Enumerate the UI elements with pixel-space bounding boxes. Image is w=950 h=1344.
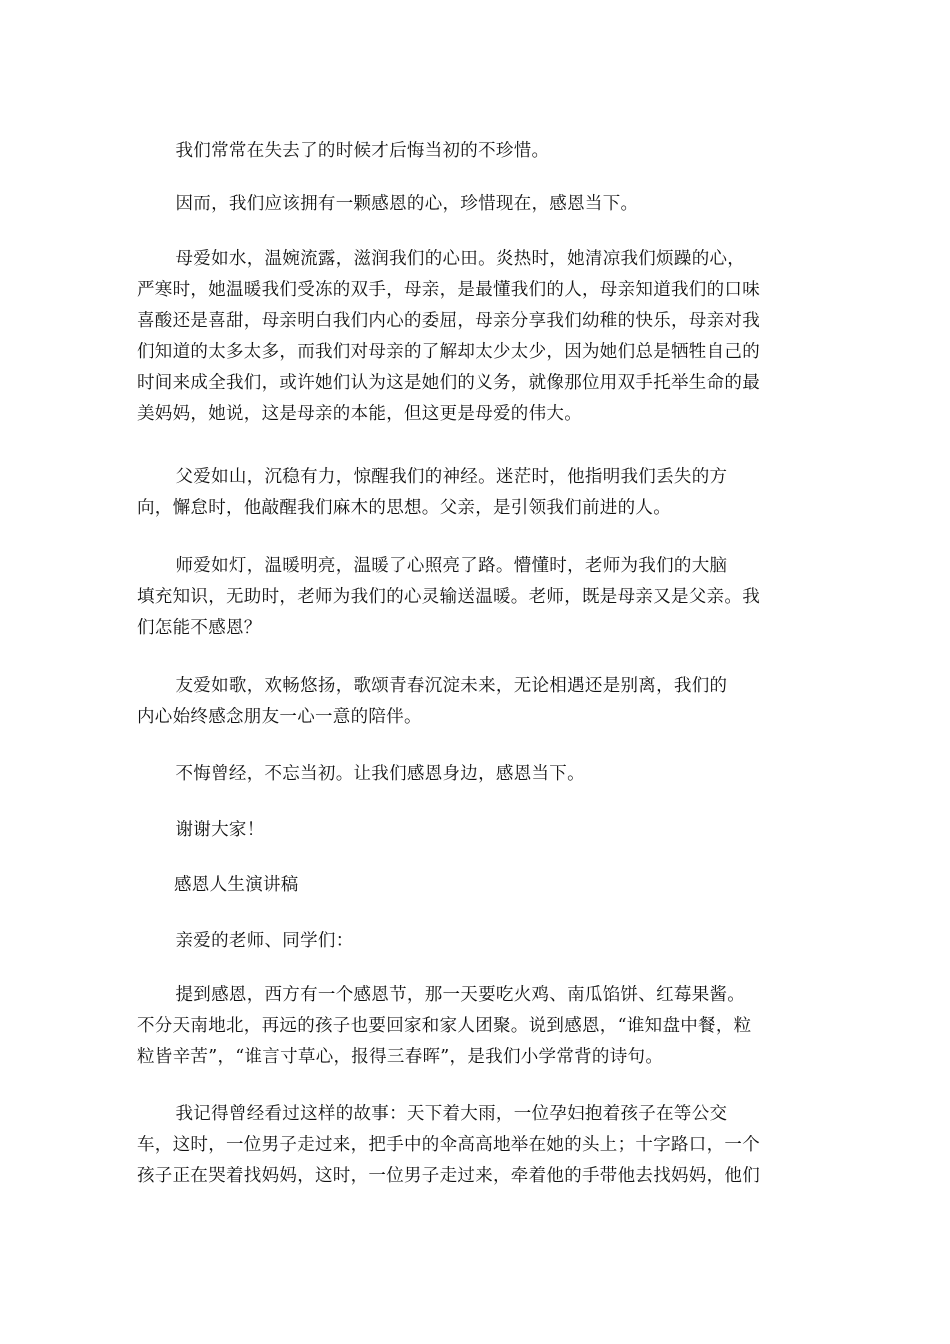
text-line: 不悔曾经，不忘当初。让我们感恩身边，感恩当下。: [175, 764, 585, 784]
text-line: 美妈妈，她说，这是母亲的本能，但这更是母爱的伟大。: [137, 404, 582, 424]
text-line: 亲爱的老师、同学们：: [175, 931, 354, 951]
text-line: 们知道的太多太多，而我们对母亲的了解却太少太少，因为她们总是牺牲自己的: [137, 342, 760, 362]
text-line: 因而，我们应该拥有一颗感恩的心，珍惜现在，感恩当下。: [175, 194, 639, 214]
text-line: 车，这时，一位男子走过来，把手中的伞高高地举在她的头上；十字路口，一个: [137, 1135, 760, 1155]
speech-title: 感恩人生演讲稿: [174, 875, 299, 895]
text-line: 母爱如水，温婉流露，滋润我们的心田。炎热时，她清凉我们烦躁的心，: [175, 249, 746, 269]
text-line: 时间来成全我们，或许她们认为这是她们的义务，就像那位用双手托举生命的最: [137, 373, 760, 393]
paragraph-2: [137, 189, 817, 220]
text-line: 填充知识，无助时，老师为我们的心灵输送温暖。老师，既是母亲又是父亲。我: [137, 587, 760, 607]
text-line: 我们常常在失去了的时候才后悔当初的不珍惜。: [175, 141, 550, 161]
text-line: 向，懈怠时，他敲醒我们麻木的思想。父亲，是引领我们前进的人。: [137, 498, 671, 518]
text-line: 师爱如灯，温暖明亮，温暖了心照亮了路。懵懂时，老师为我们的大脑: [175, 556, 728, 576]
paragraph-thanks: [137, 815, 817, 846]
text-line: 友爱如歌，欢畅悠扬，歌颂青春沉淀未来，无论相遇还是别离，我们的: [175, 676, 728, 696]
text-line: 严寒时，她温暖我们受冻的双手，母亲，是最懂我们的人，母亲知道我们的口味: [137, 280, 760, 300]
paragraph-conclusion: [137, 759, 817, 790]
text-line: 孩子正在哭着找妈妈，这时，一位男子走过来，牵着他的手带他去找妈妈，他们: [137, 1166, 760, 1186]
paragraph-greeting: [137, 926, 817, 957]
text-line: 内心始终感念朋友一心一意的陪伴。: [137, 707, 422, 727]
text-line: 父爱如山，沉稳有力，惊醒我们的神经。迷茫时，他指明我们丢失的方: [175, 467, 728, 487]
text-line: 我记得曾经看过这样的故事：天下着大雨，一位孕妇抱着孩子在等公交: [175, 1104, 728, 1124]
text-line: 不分天南地北，再远的孩子也要回家和家人团聚。说到感恩，“谁知盘中餐，粒: [137, 1016, 752, 1036]
paragraph-teacher-love: [137, 551, 817, 644]
text-line: 谢谢大家！: [175, 820, 265, 840]
paragraph-story: [137, 1099, 817, 1192]
paragraph-1: [137, 136, 817, 167]
text-line: 们怎能不感恩？: [137, 618, 262, 638]
paragraph-mother-love: [137, 244, 817, 430]
paragraph-thanksgiving: [137, 980, 817, 1073]
text-line: 粒皆辛苦”，“谁言寸草心，报得三春晖”，是我们小学常背的诗句。: [137, 1047, 664, 1067]
text-line: 喜酸还是喜甜，母亲明白我们内心的委屈，母亲分享我们幼稚的快乐，母亲对我: [137, 311, 760, 331]
paragraph-friend-love: [137, 671, 817, 733]
paragraph-father-love: [137, 462, 817, 524]
text-line: 提到感恩，西方有一个感恩节，那一天要吃火鸡、南瓜馅饼、红莓果酱。: [175, 985, 746, 1005]
